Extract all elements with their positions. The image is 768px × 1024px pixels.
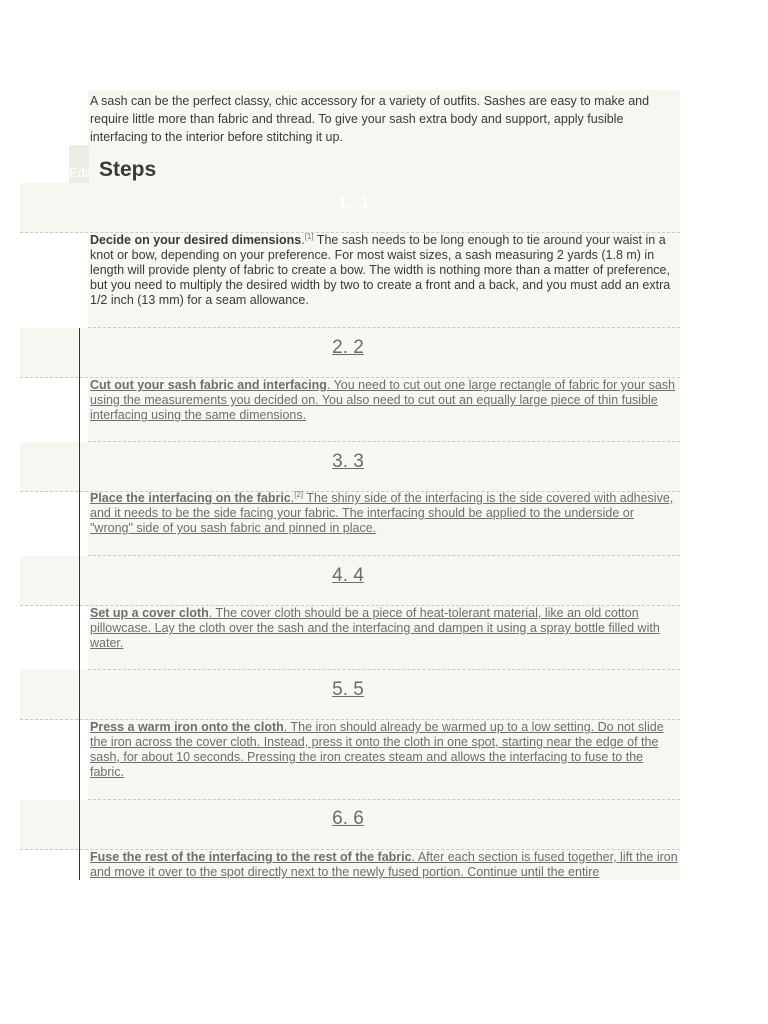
step-description-2[interactable] <box>90 378 680 423</box>
step-description-5[interactable] <box>90 720 680 780</box>
divider <box>88 441 680 442</box>
step-body-6[interactable]: . After each section is fused together, lift the iron and move it over to the spot directly next to the newly fused portion. Continue until the entire <box>90 850 678 879</box>
step-title-4[interactable]: Set up a cover cloth <box>90 606 209 620</box>
left-rule <box>79 328 80 880</box>
divider <box>88 555 680 556</box>
step-number-2[interactable]: 2. 2 <box>332 337 364 358</box>
step-description-4[interactable] <box>90 606 680 651</box>
step-body-2[interactable]: . You need to cut out one large rectangle of fabric for your sash using the measurements you decided on. You also need to cut out an equally large piece of thin fusible interfacing using the same dimensions. <box>90 378 675 422</box>
step-number-3[interactable]: 3. 3 <box>332 451 364 472</box>
step-body-1: The sash needs to be long enough to tie around your waist in a knot or bow, depending on your preference. For most waist sizes, a sash measuring 2 yards (1.8 m) in length will provide plenty of fabric to create a bow. The width is nothing more than a matter of preference, but you need to multiply the desired width by two to create a front and a back, and you must add an extra 1/2 inch (13 mm) for a seam allowance. <box>90 233 671 307</box>
divider <box>88 799 680 800</box>
intro-paragraph: A sash can be the perfect classy, chic accessory for a variety of outfits. Sashes are easy to make and require little more than fabric and thread. To give your sash extra body and support, apply fusible interfacing to the interior before stitching it up. <box>90 94 650 144</box>
step-body-3[interactable]: The shiny side of the interfacing is the side covered with adhesive, and it needs to be the side facing your fabric. The interfacing should be applied to the underside or "wrong" side of you sash fabric and pinned in place. <box>90 491 674 535</box>
step-title-3[interactable]: Place the interfacing on the fabric <box>90 491 291 505</box>
divider <box>88 327 680 328</box>
step-body-5[interactable]: . The iron should already be warmed up to a low setting. Do not slide the iron across the cover cloth. Instead, press it onto the cloth in one spot, starting near the edge of the sash, for about 10 seconds. Pressing the iron creates steam and allows the interfacing to fuse to the fabric. <box>90 720 664 779</box>
reference-link-3[interactable]: [2] <box>294 489 304 499</box>
step-number-5[interactable]: 5. 5 <box>332 679 364 700</box>
step-title-1: Decide on your desired dimensions <box>90 233 302 247</box>
step-number-1: 1. 1 <box>338 193 371 212</box>
reference-link-1[interactable]: [1] <box>304 231 314 241</box>
step-title-5[interactable]: Press a warm iron onto the cloth <box>90 720 284 734</box>
edit-tab[interactable] <box>69 145 92 183</box>
divider <box>88 669 680 670</box>
step-body-4[interactable]: . The cover cloth should be a piece of heat-tolerant material, like an old cotton pillowcase. Lay the cloth over the sash and the interfacing and dampen it using a spray bottle filled with water. <box>90 606 660 650</box>
step-number-6[interactable]: 6. 6 <box>332 808 364 829</box>
step-description-1: Decide on your desired dimensions.[1] The sash needs to be long enough to tie around your waist in a knot or bow, depending on your preference. For most waist sizes, a sash measuring 2 yards (1.8 m) in length will provide plenty of fabric to create a bow. The width is nothing more than a matter of preference, but you need to multiply the desired width by two to create a front and a back, and you must add an extra 1/2 inch (13 mm) for a seam allowance. <box>90 231 671 307</box>
step-description-3[interactable]: Place the interfacing on the fabric.[2] The shiny side of the interfacing is the side covered with adhesive, and it needs to be the side facing your fabric. The interfacing should be applied to the underside or "wrong" side of you sash fabric and pinned in place. <box>90 489 674 535</box>
steps-heading: Steps <box>99 158 157 181</box>
edit-tab-label[interactable]: Edit <box>69 165 92 180</box>
step-description-6[interactable] <box>90 850 680 880</box>
step-number-4[interactable]: 4. 4 <box>332 565 364 586</box>
step-title-6[interactable]: Fuse the rest of the interfacing to the rest of the fabric <box>90 850 412 864</box>
page-end-whitespace <box>0 880 768 1024</box>
step-title-2[interactable]: Cut out your sash fabric and interfacing <box>90 378 327 392</box>
